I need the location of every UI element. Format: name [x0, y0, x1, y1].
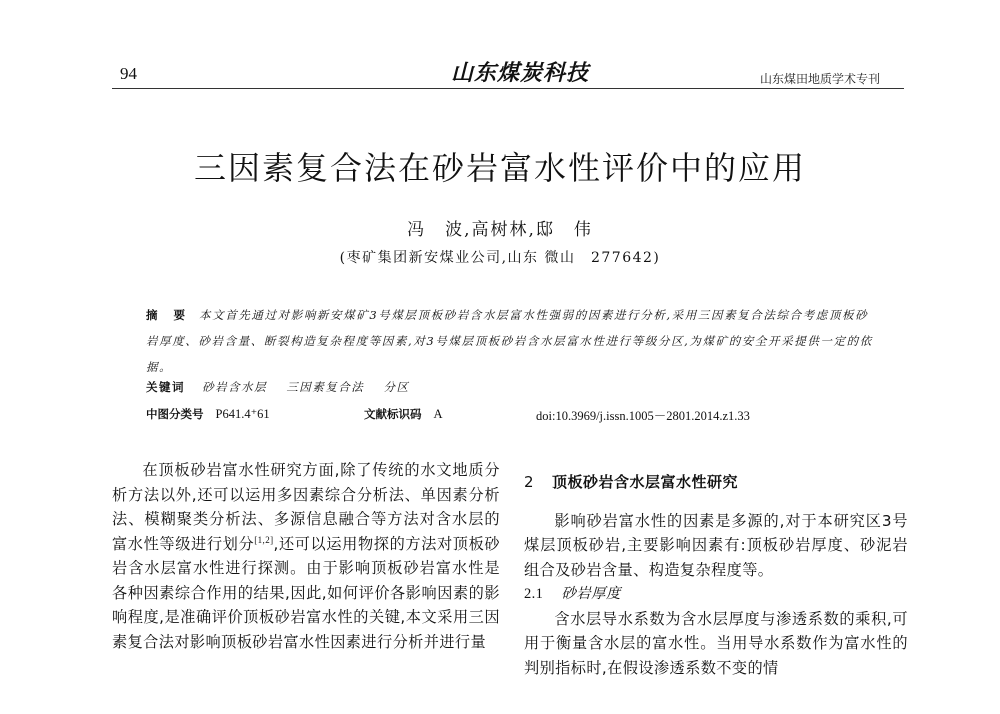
body-right-column: [524, 470, 908, 680]
article-title: 三因素复合法在砂岩富水性评价中的应用: [193, 149, 806, 187]
authors: 冯 波,高树林,邸 伟: [407, 220, 593, 240]
section-2-paragraph: 影响砂岩富水性的因素是多源的,对于本研究区3号煤层顶板砂岩,主要影响因素有:顶板砂岩厚度、砂泥岩组合及砂岩含量、构造复杂程度等。: [524, 511, 908, 579]
intro-text-a: 在顶板砂岩富水性研究方面,除了传统的水文地质分析方法以外,还可以运用多因素综合分析法、单因素分析法、模糊聚类分析法、多源信息融合等方法对含水层的富水性等级进行划分: [112, 461, 500, 553]
section-heading-2: [524, 470, 908, 495]
abstract-label: 摘 要: [146, 308, 192, 322]
abstract: [146, 302, 874, 380]
clc-label: 中图分类号: [146, 407, 204, 421]
citation: [1,2]: [254, 534, 274, 545]
section-title: 顶板砂岩含水层富水性研究: [552, 473, 739, 491]
keyword: 砂岩含水层: [202, 380, 268, 394]
subsection-heading-2-1: [524, 582, 908, 607]
section-2-1-paragraph: 含水层导水系数为含水层厚度与渗透系数的乘积,可用于衡量含水层的富水性。当用导水系数作为富水性的判别指标时,在假设渗透系数不变的情: [524, 609, 908, 677]
abstract-text: 本文首先通过对影响新安煤矿3号煤层顶板砂岩含水层富水性强弱的因素进行分析,采用三因素复合法综合考虑顶板砂岩厚度、砂岩含量、断裂构造复杂程度等因素,对3号煤层顶板砂岩含水层富水性进行等级分区,为煤矿的安全开采提供一定的依据。: [146, 308, 873, 374]
keyword: 三因素复合法: [286, 380, 365, 394]
doc-code-value: A: [433, 407, 443, 421]
intro-text-b: ,还可以运用物探的方法对顶板砂岩含水层富水性进行探测。由于影响顶板砂岩富水性是各种因素综合作用的结果,因此,如何评价各影响因素的影响程度,是准确评价顶板砂岩富水性的关键,本文采用三因素复合法对影响顶板砂岩富水性因素进行分析并进行量: [112, 534, 500, 651]
body-left-column: [112, 458, 500, 654]
document-code: [364, 406, 443, 422]
doc-code-label: 文献标识码: [364, 407, 422, 421]
subsection-number: 2.1: [524, 586, 544, 602]
clc-number: [146, 406, 270, 422]
keyword: 分区: [383, 380, 410, 394]
intro-paragraph: [112, 458, 500, 654]
page-number: 94: [120, 64, 137, 83]
section-number: 2: [524, 473, 535, 491]
issue-label: 山东煤田地质学术专刊: [760, 72, 881, 86]
journal-logo: 山东煤炭科技: [450, 60, 589, 86]
doi: doi:10.3969/j.issn.1005－2801.2014.z1.33: [536, 409, 750, 423]
clc-value: P641.4⁺61: [215, 407, 270, 421]
keywords-label: 关键词: [146, 380, 185, 394]
header-rule: [112, 88, 904, 89]
subsection-title: 砂岩厚度: [561, 586, 621, 602]
affiliation: (枣矿集团新安煤业公司,山东 微山 277642): [339, 250, 661, 266]
keywords: [146, 379, 423, 395]
